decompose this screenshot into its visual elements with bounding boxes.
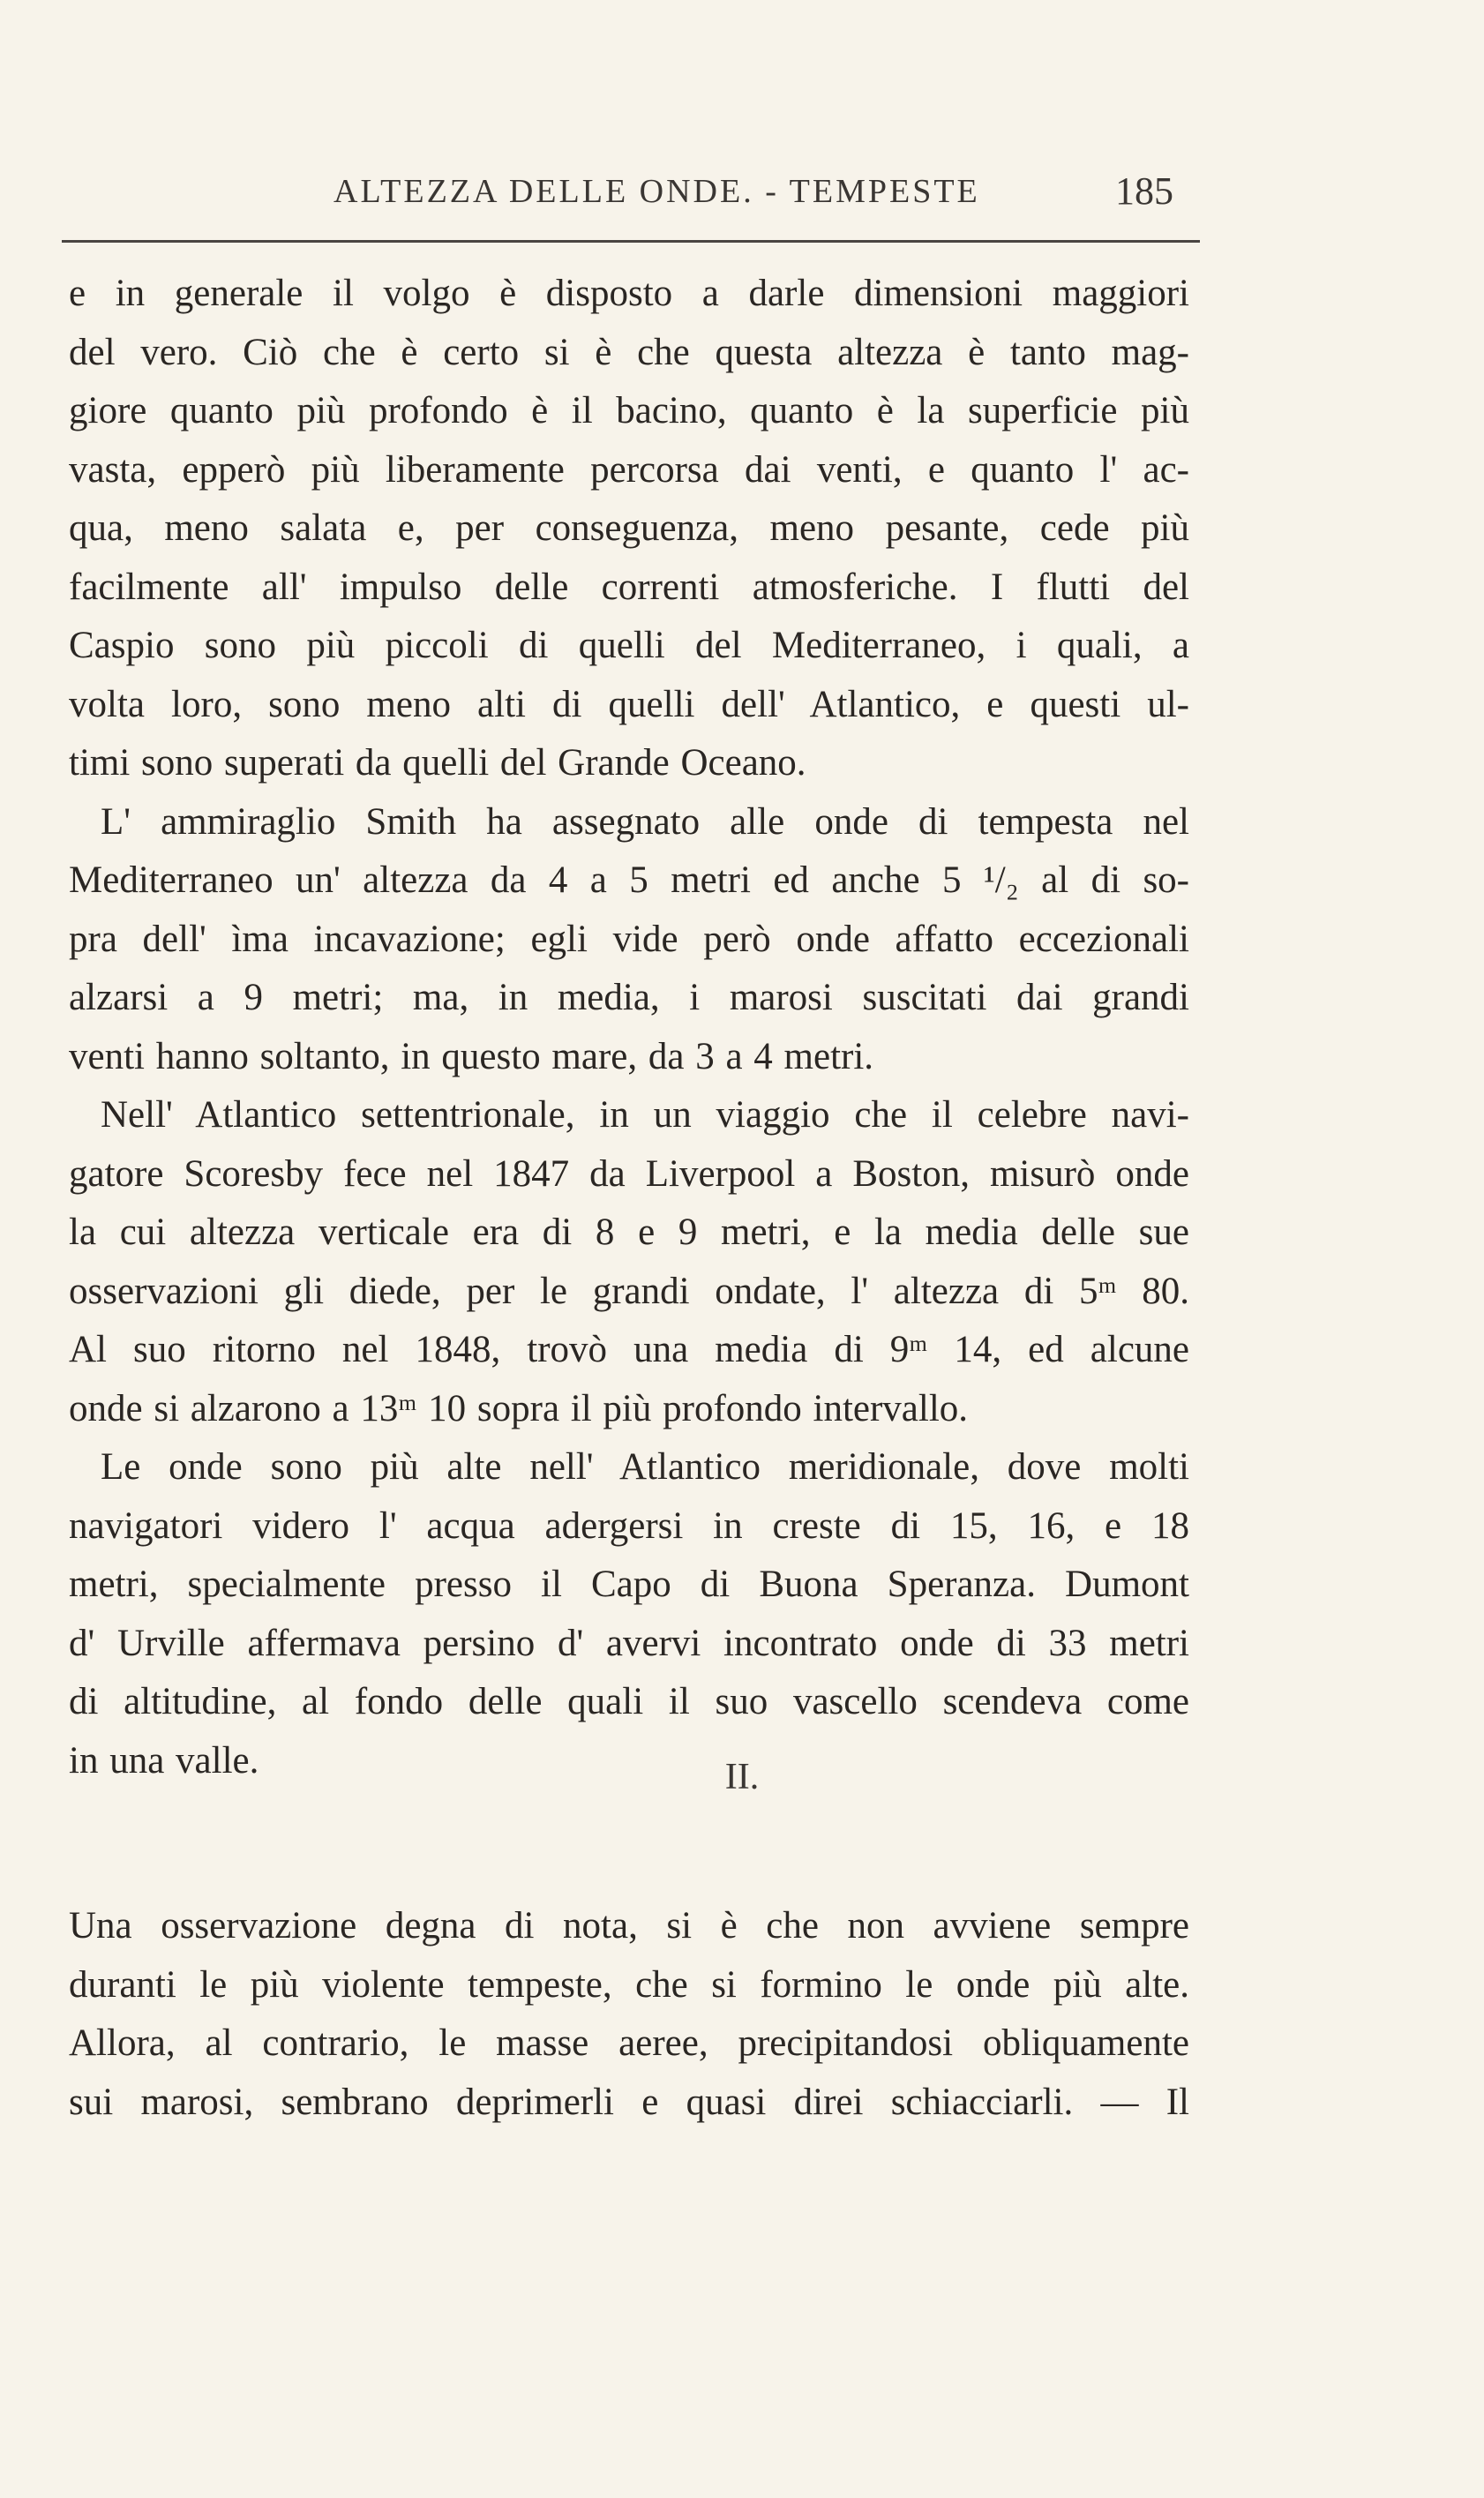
text-line: giore quanto più profondo è il bacino, quanto è la superficie più [69,390,1189,431]
paragraph [69,1086,1189,1438]
text-line: di altitudine, al fondo delle quali il suo vascello scendeva come [69,1681,1189,1722]
text-line: qua, meno salata e, per conseguenza, meno pesante, cede più [69,507,1189,549]
text-line: gatore Scoresby fece nel 1847 da Liverpool a Boston, misurò onde [69,1152,1189,1195]
text-line: vasta, epperò più liberamente percorsa dai venti, e quanto l' ac- [69,448,1189,491]
text-line: volta loro, sono meno alti di quelli dell' Atlantico, e questi ul- [69,683,1189,725]
section-heading: II. [724,1757,760,1797]
text-line: alzarsi a 9 metri; ma, in media, i marosi suscitati dai grandi [69,977,1189,1018]
text-line: Al suo ritorno nel 1848, trovò una media di 9ᵐ 14, ed alcune [69,1329,1189,1370]
page-number: 185 [1115,169,1173,213]
text-line: duranti le più violente tempeste, che si formino le onde più alte. [69,1963,1189,2006]
text-line: Allora, al contrario, le masse aeree, precipitandosi obliquamente [69,2022,1189,2064]
text-line: timi sono superati da quelli del Grande Oceano. [69,742,806,784]
paragraph [69,1438,1189,1790]
text-line: Le onde sono più alte nell' Atlantico meridionale, dove molti [101,1446,1189,1488]
paragraph [69,793,1189,1087]
text-line: Mediterraneo un' altezza da 4 a 5 metri ed anche 5 ¹/₂ al di so- [69,859,1189,901]
text-line: L' ammiraglio Smith ha assegnato alle onde di tempesta nel [101,800,1189,843]
text-line: Una osservazione degna di nota, si è che non avviene sempre [69,1905,1189,1947]
text-line: osservazioni gli diede, per le grandi ondate, l' altezza di 5ᵐ 80. [69,1270,1189,1312]
text-line: navigatori videro l' acqua adergersi in creste di 15, 16, e 18 [69,1504,1189,1547]
text-line: onde si alzarono a 13ᵐ 10 sopra il più profondo intervallo. [69,1387,969,1429]
section-body-text [69,1897,1189,2132]
text-line: Nell' Atlantico settentrionale, in un viaggio che il celebre navi- [101,1094,1189,1136]
body-text [69,265,1189,1790]
text-line: sui marosi, sembrano deprimerli e quasi direi schiacciarli. — Il [69,2081,1189,2123]
text-line: Caspio sono più piccoli di quelli del Mediterraneo, i quali, a [69,625,1189,666]
text-line: metri, specialmente presso il Capo di Buona Speranza. Dumont [69,1564,1189,1605]
paragraph [69,265,1189,793]
text-line: pra dell' ìma incavazione; egli vide però onde affatto eccezionali [69,918,1189,960]
page-header [69,169,1198,218]
text-line: facilmente all' impulso delle correnti atmosferiche. I flutti del [69,566,1189,608]
text-line: la cui altezza verticale era di 8 e 9 metri, e la media delle sue [69,1211,1189,1253]
text-line: del vero. Ciò che è certo si è che questa altezza è tanto mag- [69,331,1189,373]
text-line: venti hanno soltanto, in questo mare, da 3 a 4 metri. [69,1035,874,1077]
text-line: in una valle. [69,1739,259,1782]
header-rule [62,240,1200,243]
text-line: e in generale il volgo è disposto a darle dimensioni maggiori [69,273,1189,314]
text-line: d' Urville affermava persino d' avervi incontrato onde di 33 metri [69,1622,1189,1664]
running-head: ALTEZZA DELLE ONDE. - TEMPESTE [334,173,980,210]
